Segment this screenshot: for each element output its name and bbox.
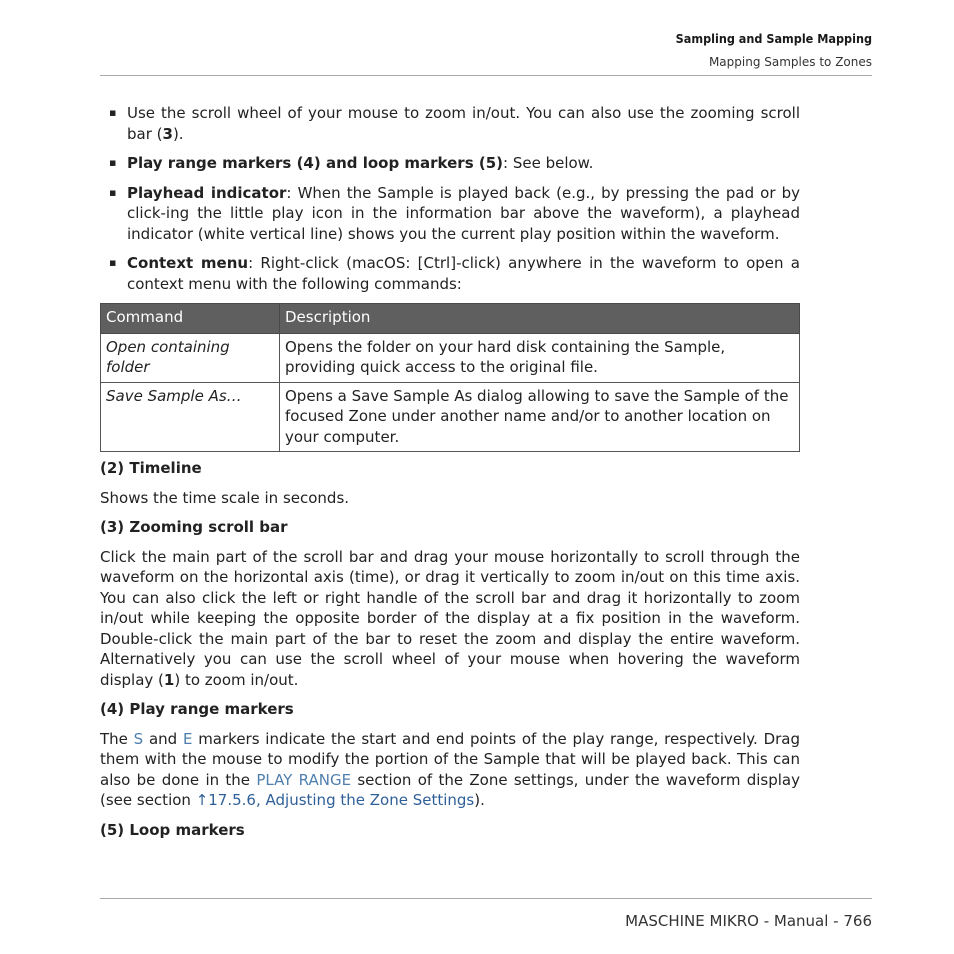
paragraph-ref-number: 1 [163, 670, 175, 689]
bullet-text: : Right-click (macOS: [Ctrl]-click) anywhere in the waveform to open a context menu with the following commands: [127, 254, 800, 293]
column-header-command: Command [101, 304, 280, 334]
command-cell: Save Sample As… [101, 382, 280, 452]
paragraph-text: The [100, 729, 134, 748]
paragraph-text: section of the Zone settings, under the waveform display (see section [100, 770, 801, 809]
paragraph: Shows the time scale in seconds. [100, 488, 350, 507]
table-row [101, 333, 800, 382]
footer-page-label: MASCHINE MIKRO - Manual - 766 [625, 912, 872, 930]
section-title: Play range markers [129, 700, 294, 718]
section-number: 5 [106, 820, 118, 839]
section-heading-timeline: (2) Timeline [100, 459, 202, 477]
paragraph-text: ) to zoom in/out. [174, 670, 299, 689]
list-item [100, 183, 800, 245]
section-number: 2 [106, 459, 118, 477]
paragraph-text: ). [474, 791, 485, 809]
bullet-lead: Play range markers (4) and loop markers (5) [127, 154, 504, 172]
table-header-row [101, 304, 800, 334]
paragraph [100, 547, 800, 691]
description-cell: Opens a Save Sample As dialog allowing to save the Sample of the focused Zone under another name and/or to another location on your computer. [280, 382, 800, 452]
section-number: 3 [106, 518, 118, 536]
list-item [100, 253, 800, 294]
bullet-lead: Context menu [127, 254, 249, 272]
section-heading-zoom: (3) Zooming scroll bar [100, 518, 288, 536]
bullet-list [100, 103, 800, 294]
list-item [100, 103, 800, 144]
section-title: Zooming scroll bar [129, 518, 288, 536]
commands-table [100, 303, 800, 452]
page-content [100, 103, 800, 849]
end-marker-label: E [182, 729, 193, 748]
play-range-label: PLAY RANGE [256, 770, 352, 789]
section-heading-loop: (5) Loop markers [100, 820, 245, 839]
paragraph-text: and [143, 729, 183, 748]
footer-divider [100, 898, 872, 899]
start-marker-label: S [133, 729, 144, 748]
section-title: Timeline [129, 459, 202, 477]
command-cell: Open containing folder [101, 333, 280, 382]
bullet-text: : See below. [503, 154, 594, 172]
section-heading-play-range: (4) Play range markers [100, 700, 294, 718]
header-chapter-title: Sampling and Sample Mapping [675, 31, 872, 46]
paragraph-text: Click the main part of the scroll bar and drag your mouse horizontally to scroll through the waveform on the horizontal axis (time), or drag it vertically to zoom in/out on this time axis. You can also click the left or right handle of the scroll bar and drag it horizontally to zoom in/out while keeping the opposite border of the display at a fix position in the waveform. Double-click the main part of the bar to reset the zoom and display the entire waveform. Alternatively you can use the scroll wheel of your mouse when hovering the waveform display ( [100, 547, 800, 689]
paragraph [100, 729, 800, 811]
description-cell: Opens the folder on your hard disk containing the Sample, providing quick access to the original file. [280, 333, 800, 382]
bullet-ref-number: 3 [162, 124, 173, 143]
section-title: Loop markers [129, 820, 245, 839]
header-section-title: Mapping Samples to Zones [708, 55, 872, 69]
bullet-text: Use the scroll wheel of your mouse to zoom in/out. You can also use the zooming scroll bar ( [127, 104, 800, 143]
header-divider [100, 75, 872, 76]
column-header-description: Description [280, 304, 800, 334]
list-item [100, 153, 800, 174]
bullet-text: : When the Sample is played back (e.g., by pressing the pad or by click-ing the little play icon in the information bar above the waveform), a playhead indicator (white vertical line) shows you the current play position within the waveform. [127, 183, 801, 243]
section-number: 4 [106, 700, 118, 718]
table-row [101, 382, 800, 452]
bullet-text: ). [172, 124, 184, 143]
paragraph-text: markers indicate the start and end points of the play range, respectively. Drag them with the mouse to modify the portion of the Sample that will be played back. This can also be done in the [100, 729, 801, 789]
bullet-lead: Playhead indicator [127, 183, 287, 202]
section-link[interactable]: ↑17.5.6, Adjusting the Zone Settings [195, 791, 475, 809]
